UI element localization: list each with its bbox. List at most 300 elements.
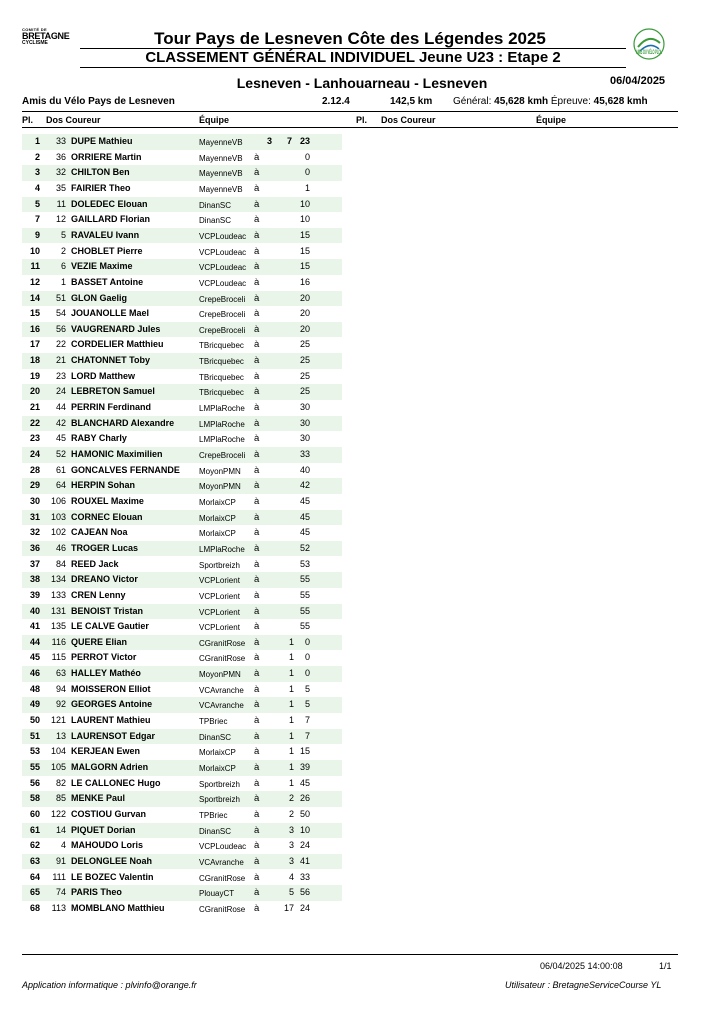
rider-name-cell: CHILTON Ben bbox=[71, 167, 130, 178]
race-distance: 142,5 km bbox=[390, 96, 433, 107]
rank-cell: 23 bbox=[29, 433, 40, 444]
seconds-cell: 15 bbox=[299, 261, 310, 272]
minutes-cell: 2 bbox=[288, 808, 294, 819]
table-row bbox=[22, 557, 342, 573]
seconds-cell: 25 bbox=[299, 386, 310, 397]
rank-cell: 49 bbox=[29, 699, 40, 710]
team-cell: DinanSC bbox=[199, 826, 232, 836]
bib-cell: 5 bbox=[60, 229, 66, 240]
seconds-cell: 30 bbox=[299, 433, 310, 444]
team-cell: DinanSC bbox=[199, 732, 232, 742]
rider-name-cell: PARIS Theo bbox=[71, 887, 122, 898]
team-cell: TPBriec bbox=[199, 717, 228, 727]
seconds-cell: 40 bbox=[299, 464, 310, 475]
rider-name-cell: TROGER Lucas bbox=[71, 542, 139, 553]
bib-cell: 33 bbox=[55, 136, 66, 146]
seconds-cell: 45 bbox=[299, 495, 310, 506]
rider-name-cell: DUPE Mathieu bbox=[71, 136, 133, 146]
team-cell: CrepeBroceli bbox=[199, 294, 246, 304]
bib-cell: 1 bbox=[60, 276, 66, 287]
rider-name-cell: DELONGLEE Noah bbox=[71, 855, 153, 866]
team-cell: TBricquebec bbox=[199, 372, 244, 382]
seconds-cell: 53 bbox=[299, 558, 310, 569]
team-cell: MoyonPMN bbox=[199, 670, 241, 680]
table-row bbox=[22, 901, 342, 917]
rider-name-cell: PERROT Victor bbox=[71, 652, 137, 663]
bib-cell: 121 bbox=[50, 715, 66, 726]
gap-prefix-cell: à bbox=[254, 370, 260, 382]
race-date: 06/04/2025 bbox=[610, 75, 666, 87]
gap-prefix-cell: à bbox=[254, 433, 260, 445]
team-cell: CrepeBroceli bbox=[199, 325, 246, 335]
rider-name-cell: HERPIN Sohan bbox=[71, 480, 136, 491]
rank-cell: 65 bbox=[29, 887, 40, 898]
seconds-cell: 15 bbox=[299, 245, 310, 256]
team-cell: TBricquebec bbox=[199, 388, 244, 398]
column-equipe-2: Équipe bbox=[536, 115, 567, 125]
rider-name-cell: CAJEAN Noa bbox=[71, 527, 128, 538]
seconds-cell: 26 bbox=[299, 793, 310, 804]
bib-cell: 22 bbox=[55, 339, 66, 350]
bib-cell: 85 bbox=[55, 793, 66, 804]
minutes-cell: 3 bbox=[288, 855, 294, 866]
bib-cell: 6 bbox=[60, 261, 66, 272]
rider-name-cell: GEORGES Antoine bbox=[71, 699, 153, 710]
seconds-cell: 24 bbox=[299, 902, 310, 913]
gap-prefix-cell: à bbox=[254, 542, 260, 554]
bib-cell: 63 bbox=[55, 668, 66, 679]
team-cell: MayenneVB bbox=[199, 138, 243, 147]
table-row bbox=[22, 134, 342, 150]
gap-prefix-cell: à bbox=[254, 652, 260, 664]
team-cell: LMPlaRoche bbox=[199, 404, 245, 414]
rider-name-cell: LAURENSOT Edgar bbox=[71, 730, 156, 741]
minutes-cell: 1 bbox=[288, 777, 294, 788]
bib-cell: 131 bbox=[50, 605, 66, 616]
rider-name-cell: GLON Gaelig bbox=[71, 292, 128, 303]
table-row bbox=[22, 275, 342, 291]
seconds-cell: 10 bbox=[299, 198, 310, 209]
team-cell: MoyonPMN bbox=[199, 482, 241, 492]
rank-cell: 48 bbox=[29, 683, 40, 694]
table-row bbox=[22, 572, 342, 588]
gap-prefix-cell: à bbox=[254, 261, 260, 273]
rank-cell: 5 bbox=[34, 198, 40, 209]
gap-prefix-cell: à bbox=[254, 605, 260, 617]
team-cell: CrepeBroceli bbox=[199, 310, 246, 320]
column-dos-coureur-2: Dos Coureur bbox=[381, 115, 436, 125]
gap-prefix-cell: à bbox=[254, 840, 260, 852]
seconds-cell: 0 bbox=[304, 668, 310, 679]
rank-cell: 38 bbox=[29, 574, 40, 585]
bib-cell: 56 bbox=[55, 323, 66, 334]
rank-cell: 1 bbox=[34, 136, 40, 146]
table-row bbox=[22, 588, 342, 604]
column-pl-2: Pl. bbox=[356, 115, 368, 125]
column-equipe: Équipe bbox=[199, 115, 230, 125]
epreuve-label: Épreuve: bbox=[550, 96, 591, 107]
header-top-rule bbox=[22, 111, 678, 112]
gap-prefix-cell: à bbox=[254, 699, 260, 711]
table-row bbox=[22, 682, 342, 698]
table-row bbox=[22, 823, 342, 839]
rider-name-cell: LE BOZEC Valentin bbox=[71, 871, 154, 882]
table-row bbox=[22, 776, 342, 792]
rider-name-cell: ORRIERE Martin bbox=[71, 151, 142, 162]
bib-cell: 106 bbox=[50, 495, 66, 506]
bib-cell: 92 bbox=[55, 699, 66, 710]
rank-cell: 9 bbox=[34, 229, 40, 240]
bib-cell: 52 bbox=[55, 449, 66, 459]
rider-name-cell: KERJEAN Ewen bbox=[71, 746, 141, 757]
table-row bbox=[22, 494, 342, 510]
seconds-cell: 55 bbox=[299, 589, 310, 600]
table-row bbox=[22, 165, 342, 181]
bib-cell: 11 bbox=[56, 198, 66, 209]
rider-name-cell: BENOIST Tristan bbox=[71, 605, 144, 616]
gap-prefix-cell: à bbox=[254, 902, 260, 914]
bib-cell: 116 bbox=[51, 636, 66, 647]
table-row bbox=[22, 291, 342, 307]
team-cell: VCPLoudeac bbox=[199, 278, 247, 288]
seconds-cell: 25 bbox=[299, 339, 310, 350]
race-code: 2.12.4 bbox=[322, 96, 350, 107]
table-row bbox=[22, 791, 342, 807]
rank-cell: 58 bbox=[29, 793, 40, 804]
minutes-cell: 1 bbox=[288, 699, 294, 710]
gap-prefix-cell: à bbox=[254, 464, 260, 476]
column-dos-coureur: Dos Coureur bbox=[46, 115, 101, 125]
rider-name-cell: VAUGRENARD Jules bbox=[71, 323, 161, 334]
rider-name-cell: MOMBLANO Matthieu bbox=[71, 902, 165, 913]
rank-cell: 10 bbox=[29, 245, 40, 256]
organizer-club: Amis du Vélo Pays de Lesneven bbox=[22, 96, 175, 107]
team-cell: LMPlaRoche bbox=[199, 419, 245, 429]
table-row bbox=[22, 854, 342, 870]
general-label: Général: bbox=[453, 96, 492, 107]
bib-cell: 84 bbox=[55, 558, 66, 569]
bib-cell: 42 bbox=[55, 417, 66, 428]
rider-name-cell: VEZIE Maxime bbox=[71, 261, 133, 272]
minutes-cell: 4 bbox=[288, 871, 294, 882]
rank-cell: 46 bbox=[29, 668, 40, 679]
seconds-cell: 20 bbox=[299, 308, 310, 319]
bib-cell: 36 bbox=[55, 151, 66, 162]
rank-cell: 15 bbox=[29, 308, 40, 319]
table-row bbox=[22, 384, 342, 400]
footer-rule bbox=[22, 954, 678, 955]
rank-cell: 61 bbox=[29, 824, 40, 835]
seconds-cell: 45 bbox=[299, 527, 310, 538]
gap-prefix-cell: à bbox=[254, 589, 260, 601]
rank-cell: 22 bbox=[29, 417, 40, 428]
bib-cell: 46 bbox=[55, 542, 66, 553]
team-cell: MorlaixCP bbox=[199, 497, 236, 507]
rank-cell: 29 bbox=[29, 480, 40, 491]
team-cell: CrepeBroceli bbox=[199, 451, 246, 460]
team-cell: VCPLorient bbox=[199, 576, 240, 586]
seconds-cell: 5 bbox=[304, 683, 310, 694]
seconds-cell: 45 bbox=[299, 511, 310, 522]
gap-prefix-cell: à bbox=[254, 386, 260, 398]
minutes-cell: 1 bbox=[288, 683, 294, 694]
rank-cell: 17 bbox=[29, 339, 40, 350]
gap-prefix-cell: à bbox=[254, 558, 260, 570]
rider-name-cell: CORNEC Elouan bbox=[71, 511, 143, 522]
seconds-cell: 33 bbox=[299, 871, 310, 882]
table-row bbox=[22, 760, 342, 776]
team-cell: LMPlaRoche bbox=[199, 435, 245, 445]
rank-cell: 12 bbox=[29, 276, 40, 287]
page-subtitle: CLASSEMENT GÉNÉRAL INDIVIDUEL Jeune U23 : Etape 2 bbox=[145, 49, 561, 66]
rank-cell: 31 bbox=[29, 511, 40, 522]
gap-prefix-cell: à bbox=[254, 308, 260, 320]
team-cell: DinanSC bbox=[199, 200, 232, 210]
rider-name-cell: MALGORN Adrien bbox=[71, 762, 149, 772]
seconds-cell: 15 bbox=[299, 229, 310, 240]
table-row bbox=[22, 228, 342, 244]
team-cell: MoyonPMN bbox=[199, 466, 241, 476]
gap-prefix-cell: à bbox=[254, 855, 260, 867]
seconds-cell: 42 bbox=[299, 480, 310, 491]
gap-prefix-cell: à bbox=[254, 511, 260, 523]
team-cell: VCPLorient bbox=[199, 607, 240, 617]
minutes-cell: 2 bbox=[288, 793, 294, 804]
bib-cell: 105 bbox=[50, 762, 66, 772]
seconds-cell: 20 bbox=[299, 323, 310, 334]
minutes-cell: 1 bbox=[288, 762, 294, 772]
gap-prefix-cell: à bbox=[254, 182, 260, 194]
seconds-cell: 55 bbox=[299, 574, 310, 585]
rank-cell: 39 bbox=[29, 589, 40, 600]
seconds-cell: 50 bbox=[299, 808, 310, 819]
bib-cell: 103 bbox=[50, 511, 66, 522]
minutes-cell: 1 bbox=[288, 652, 294, 663]
bib-cell: 64 bbox=[55, 480, 66, 491]
minutes-cell: 1 bbox=[288, 636, 294, 647]
rank-cell: 53 bbox=[29, 746, 40, 757]
table-row bbox=[22, 369, 342, 385]
gap-prefix-cell: à bbox=[254, 276, 260, 288]
gap-prefix-cell: à bbox=[254, 762, 260, 773]
table-row bbox=[22, 463, 342, 479]
rank-cell: 18 bbox=[29, 355, 40, 366]
table-row bbox=[22, 635, 342, 651]
rider-name-cell: BASSET Antoine bbox=[71, 276, 144, 287]
table-row bbox=[22, 431, 342, 447]
team-cell: MorlaixCP bbox=[199, 513, 236, 523]
table-row bbox=[22, 744, 342, 760]
table-row bbox=[22, 729, 342, 745]
column-pl: Pl. bbox=[22, 115, 34, 125]
minutes-cell: 1 bbox=[288, 668, 294, 679]
bib-cell: 113 bbox=[51, 902, 66, 913]
table-row bbox=[22, 244, 342, 260]
team-cell: VCPLorient bbox=[199, 623, 240, 633]
gap-prefix-cell: à bbox=[254, 527, 260, 539]
seconds-cell: 30 bbox=[299, 402, 310, 413]
rider-name-cell: HAMONIC Maximilien bbox=[71, 449, 163, 459]
seconds-cell: 45 bbox=[299, 777, 310, 788]
rider-name-cell: JOUANOLLE Mael bbox=[71, 308, 150, 319]
team-cell: TBricquebec bbox=[199, 341, 244, 351]
gap-prefix-cell: à bbox=[254, 574, 260, 586]
rider-name-cell: ROUXEL Maxime bbox=[71, 495, 144, 506]
logo-line-3: CYCLISME bbox=[22, 40, 48, 46]
seconds-cell: 5 bbox=[304, 699, 310, 710]
table-row bbox=[22, 447, 342, 463]
bib-cell: 104 bbox=[50, 746, 66, 757]
gap-prefix-cell: à bbox=[254, 480, 260, 492]
seconds-cell: 7 bbox=[304, 730, 310, 741]
team-cell: VCPLorient bbox=[199, 591, 240, 601]
rider-name-cell: GONCALVES FERNANDE bbox=[71, 464, 180, 475]
rank-cell: 55 bbox=[29, 762, 40, 772]
seconds-cell: 0 bbox=[304, 167, 310, 178]
table-row bbox=[22, 510, 342, 526]
rank-cell: 56 bbox=[29, 777, 40, 788]
gap-prefix-cell: à bbox=[254, 793, 260, 805]
seconds-cell: 33 bbox=[299, 449, 310, 459]
team-cell: VCAvranche bbox=[199, 701, 244, 711]
team-cell: CGranitRose bbox=[199, 638, 246, 648]
gap-prefix-cell: à bbox=[254, 715, 260, 727]
team-cell: Sportbreizh bbox=[199, 779, 240, 789]
rider-name-cell: QUERE Elian bbox=[71, 636, 128, 647]
table-row bbox=[22, 478, 342, 494]
rider-name-cell: DREANO Victor bbox=[71, 574, 138, 585]
gap-prefix-cell: à bbox=[254, 683, 260, 695]
rider-name-cell: LORD Matthew bbox=[71, 370, 135, 381]
bib-cell: 21 bbox=[55, 355, 66, 366]
bib-cell: 115 bbox=[51, 652, 66, 663]
seconds-cell: 0 bbox=[304, 151, 310, 162]
rank-cell: 44 bbox=[29, 636, 40, 647]
rank-cell: 21 bbox=[29, 402, 40, 413]
seconds-cell: 20 bbox=[299, 292, 310, 303]
minutes-cell: 3 bbox=[288, 840, 294, 851]
gap-prefix-cell: à bbox=[254, 402, 260, 414]
bib-cell: 12 bbox=[55, 214, 66, 225]
seconds-cell: 52 bbox=[299, 542, 310, 553]
minutes-cell: 1 bbox=[288, 715, 294, 726]
rider-name-cell: CORDELIER Matthieu bbox=[71, 339, 164, 350]
bib-cell: 111 bbox=[52, 871, 66, 882]
seconds-cell: 55 bbox=[299, 605, 310, 616]
seconds-cell: 10 bbox=[299, 824, 310, 835]
seconds-cell: 0 bbox=[304, 652, 310, 663]
bib-cell: 24 bbox=[55, 386, 66, 397]
team-cell: CGranitRose bbox=[199, 873, 246, 883]
team-cell: VCAvranche bbox=[199, 857, 244, 867]
minutes-cell: 1 bbox=[288, 746, 294, 757]
rank-cell: 64 bbox=[29, 871, 40, 882]
gap-prefix-cell: à bbox=[254, 730, 260, 742]
gap-prefix-cell: à bbox=[254, 417, 260, 429]
team-cell: MorlaixCP bbox=[199, 748, 236, 758]
rank-cell: 3 bbox=[34, 167, 40, 178]
table-row bbox=[22, 885, 342, 901]
logo-text: AMIS DU VÉLO PLQL bbox=[636, 50, 698, 56]
rank-cell: 51 bbox=[29, 730, 40, 741]
seconds-cell: 25 bbox=[299, 355, 310, 366]
minutes-cell: 1 bbox=[288, 730, 294, 741]
rank-cell: 63 bbox=[29, 855, 40, 866]
seconds-cell: 23 bbox=[299, 136, 310, 146]
rank-cell: 20 bbox=[29, 386, 40, 397]
bib-cell: 82 bbox=[55, 777, 66, 788]
table-row bbox=[22, 541, 342, 557]
bib-cell: 2 bbox=[60, 245, 66, 256]
seconds-cell: 16 bbox=[299, 276, 310, 287]
team-cell: MayenneVB bbox=[199, 153, 243, 163]
epreuve-speed: 45,628 kmh bbox=[593, 96, 648, 107]
team-cell: PlouayCT bbox=[199, 889, 235, 899]
bib-cell: 13 bbox=[55, 730, 66, 741]
table-row bbox=[22, 713, 342, 729]
minutes-cell: 5 bbox=[288, 887, 294, 898]
gap-prefix-cell: à bbox=[254, 151, 260, 163]
seconds-cell: 7 bbox=[304, 715, 310, 726]
gap-prefix-cell: à bbox=[254, 229, 260, 241]
rider-name-cell: RAVALEU Ivann bbox=[71, 229, 140, 240]
rank-cell: 37 bbox=[29, 558, 40, 569]
gap-prefix-cell: à bbox=[254, 292, 260, 304]
gap-prefix-cell: à bbox=[254, 214, 260, 226]
team-cell: MayenneVB bbox=[199, 169, 243, 179]
rider-name-cell: DOLEDEC Elouan bbox=[71, 198, 148, 209]
bib-cell: 4 bbox=[60, 840, 66, 851]
header-bottom-rule bbox=[22, 127, 678, 128]
stage-name: Lesneven - Lanhouarneau - Lesneven bbox=[236, 75, 488, 91]
gap-prefix-cell: à bbox=[254, 495, 260, 507]
bib-cell: 135 bbox=[50, 621, 66, 632]
team-cell: VCPLoudeac bbox=[199, 842, 247, 852]
user-credit: Utilisateur : BretagneServiceCourse YL bbox=[505, 980, 662, 990]
gap-prefix-cell: à bbox=[254, 621, 260, 633]
team-cell: DinanSC bbox=[199, 216, 232, 226]
rider-name-cell: LAURENT Mathieu bbox=[71, 715, 151, 726]
minutes-cell: 3 bbox=[288, 824, 294, 835]
table-row bbox=[22, 697, 342, 713]
team-cell: VCPLoudeac bbox=[199, 247, 247, 257]
gap-prefix-cell: à bbox=[254, 355, 260, 367]
team-cell: Sportbreizh bbox=[199, 795, 240, 805]
rider-name-cell: HALLEY Mathéo bbox=[71, 668, 141, 679]
seconds-cell: 39 bbox=[299, 762, 310, 772]
seconds-cell: 10 bbox=[299, 214, 310, 225]
table-row bbox=[22, 322, 342, 338]
gap-prefix-cell: à bbox=[254, 871, 260, 883]
page-number: 1/1 bbox=[659, 961, 672, 971]
gap-prefix-cell: à bbox=[254, 198, 260, 210]
rank-cell: 14 bbox=[29, 292, 40, 303]
table-row bbox=[22, 650, 342, 666]
minutes-cell: 17 bbox=[283, 902, 294, 913]
bib-cell: 23 bbox=[55, 370, 66, 381]
rank-cell: 40 bbox=[29, 605, 40, 616]
table-row bbox=[22, 400, 342, 416]
rank-cell: 62 bbox=[29, 840, 40, 851]
table-row bbox=[22, 259, 342, 275]
rank-cell: 11 bbox=[30, 261, 40, 272]
general-speed: 45,628 kmh bbox=[494, 96, 549, 107]
gap-prefix-cell: à bbox=[254, 668, 260, 680]
speed-summary bbox=[453, 96, 648, 107]
hours-cell: 3 bbox=[266, 136, 272, 146]
seconds-cell: 24 bbox=[299, 840, 310, 851]
table-row bbox=[22, 353, 342, 369]
